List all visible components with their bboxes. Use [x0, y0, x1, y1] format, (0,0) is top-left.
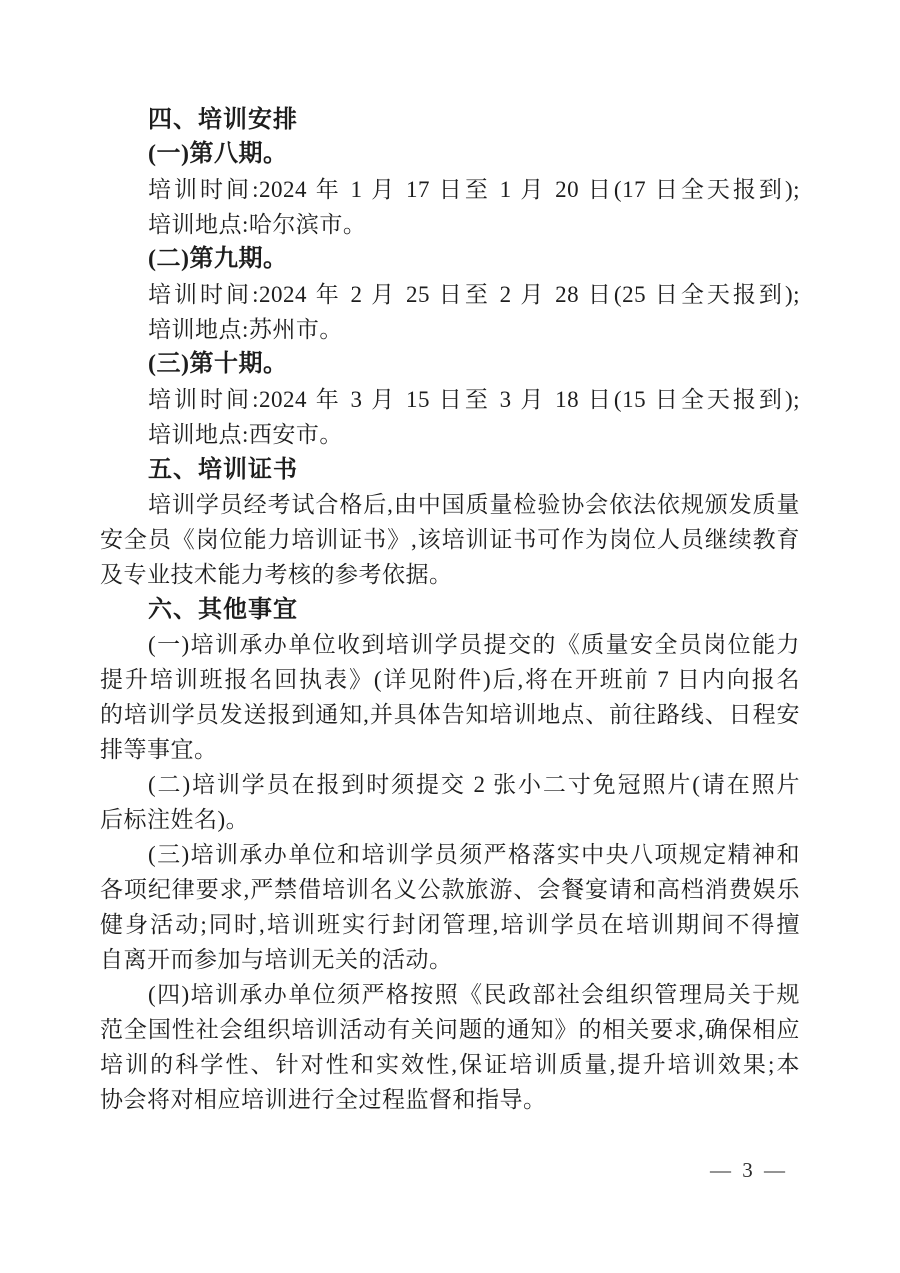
document-body: [100, 102, 800, 1117]
text-line: 安全员《岗位能力培训证书》,该培训证书可作为岗位人员继续教育: [100, 527, 800, 552]
text-line: 协会将对相应培训进行全过程监督和指导。: [100, 1087, 547, 1112]
text-line: 范全国性社会组织培训活动有关问题的通知》的相关要求,确保相应: [100, 1017, 800, 1042]
page-number: — 3 —: [710, 1158, 788, 1182]
text-line: (四)培训承办单位须严格按照《民政部社会组织管理局关于规: [148, 982, 800, 1007]
text-line: 培训时间:2024 年 3 月 15 日至 3 月 18 日(15 日全天报到);: [148, 387, 800, 412]
text-line: 培训学员经考试合格后,由中国质量检验协会依法依规颁发质量: [148, 492, 800, 517]
text-line: (三)培训承办单位和培训学员须严格落实中央八项规定精神和: [148, 842, 800, 867]
text-line: 培训地点:哈尔滨市。: [148, 212, 367, 237]
text-line: 的培训学员发送报到通知,并具体告知培训地点、前往路线、日程安: [100, 702, 800, 727]
text-line: 健身活动;同时,培训班实行封闭管理,培训学员在培训期间不得擅: [100, 912, 800, 937]
text-line: 及专业技术能力考核的参考依据。: [100, 562, 453, 587]
text-line: 提升培训班报名回执表》(详见附件)后,将在开班前 7 日内向报名: [100, 667, 800, 692]
text-line: 培训地点:西安市。: [148, 422, 343, 447]
text-line: 排等事宜。: [100, 737, 218, 762]
text-line: 培训时间:2024 年 1 月 17 日至 1 月 20 日(17 日全天报到);: [148, 177, 800, 202]
section-heading: 五、培训证书: [148, 456, 298, 483]
sub-heading: (一)第八期。: [148, 141, 288, 167]
text-line: 自离开而参加与培训无关的活动。: [100, 947, 453, 972]
text-line: 后标注姓名)。: [100, 807, 250, 832]
text-line: 培训时间:2024 年 2 月 25 日至 2 月 28 日(25 日全天报到);: [148, 282, 800, 307]
section-heading: 四、培训安排: [148, 106, 298, 133]
sub-heading: (二)第九期。: [148, 246, 288, 272]
text-line: 各项纪律要求,严禁借培训名义公款旅游、会餐宴请和高档消费娱乐: [100, 877, 800, 902]
text-line: (二)培训学员在报到时须提交 2 张小二寸免冠照片(请在照片: [148, 772, 800, 797]
sub-heading: (三)第十期。: [148, 351, 288, 377]
section-heading: 六、其他事宜: [148, 596, 298, 623]
text-line: (一)培训承办单位收到培训学员提交的《质量安全员岗位能力: [148, 632, 800, 657]
text-line: 培训地点:苏州市。: [148, 317, 343, 342]
text-line: 培训的科学性、针对性和实效性,保证培训质量,提升培训效果;本: [100, 1052, 800, 1077]
